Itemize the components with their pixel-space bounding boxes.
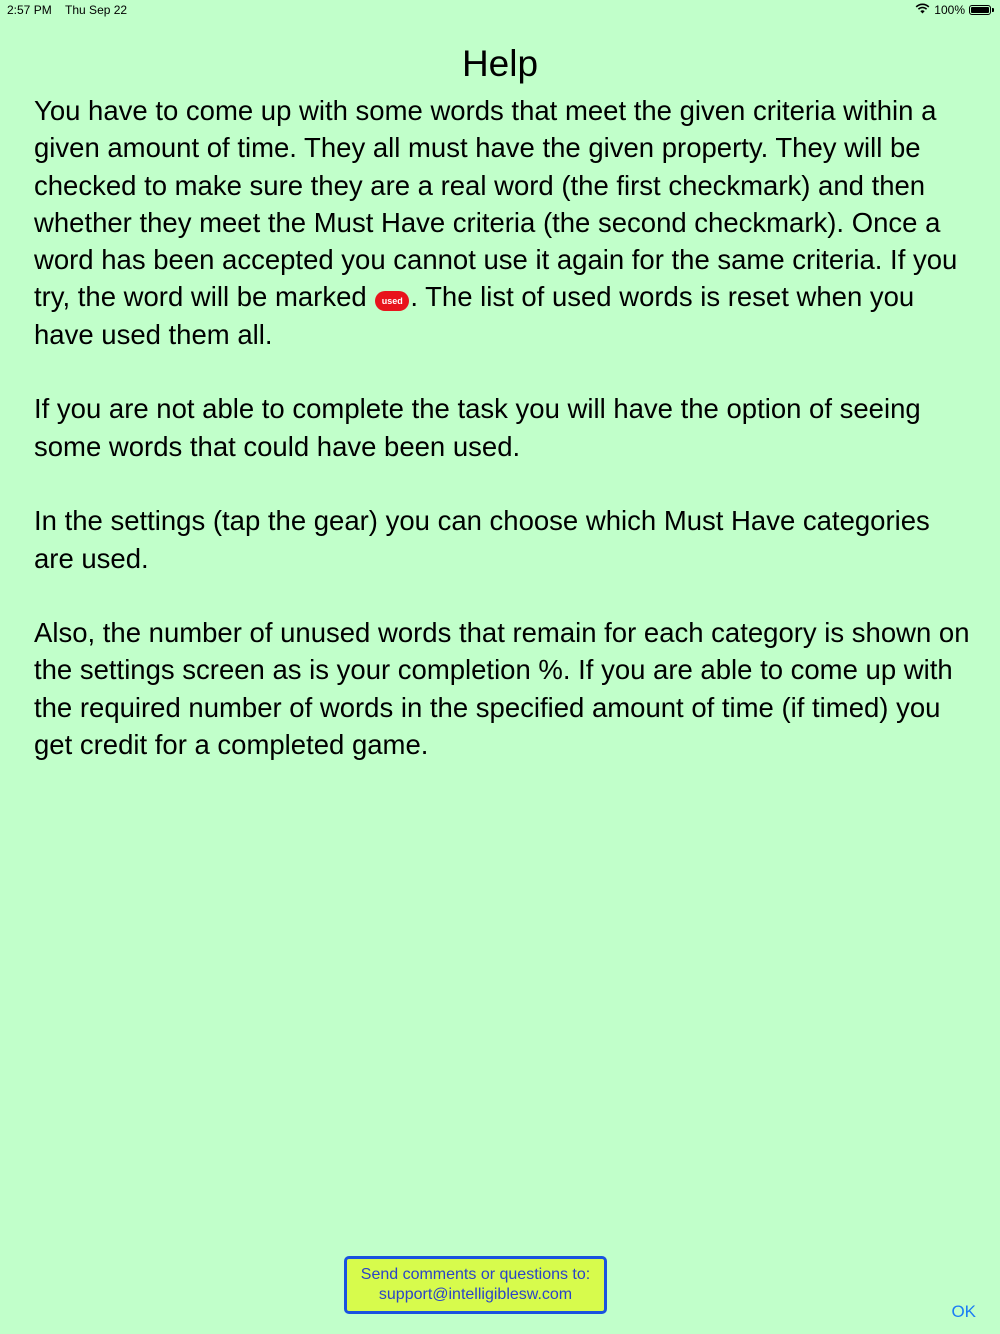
status-time: 2:57 PM — [7, 3, 52, 17]
help-text — [34, 92, 974, 801]
ok-button[interactable]: OK — [951, 1302, 976, 1321]
status-bar — [0, 0, 1000, 22]
help-paragraph-1 — [34, 92, 974, 353]
wifi-icon — [915, 0, 930, 20]
help-paragraph-3: In the settings (tap the gear) you can choose which Must Have categories are used. — [34, 505, 930, 574]
page-title: Help — [461, 43, 539, 84]
battery-fill — [971, 7, 989, 13]
contact-button[interactable] — [344, 1256, 607, 1314]
help-paragraph-4: Also, the number of unused words that remain for each category is shown on the settings screen as is your completion %. If you are able to come up with the required number of words in the specified amount of time (if timed) you get credit for a completed game. — [34, 617, 970, 761]
status-left — [7, 0, 127, 20]
help-paragraph-1-text: You have to come up with some words that meet the given criteria within a given amount of time. They all must have the given property. They will be checked to make sure they are a real word (the first checkmark) and then whether they meet the Must Have criteria (the second checkmark). Once a word has been accepted you cannot use it again for the same criteria. If you try, the word will be marked — [34, 95, 958, 313]
battery-body — [969, 5, 991, 15]
used-badge: used — [375, 291, 409, 311]
contact-email: support@intelligiblesw.com — [378, 1286, 573, 1303]
contact-label: Send comments or questions to: — [360, 1266, 591, 1283]
battery-icon — [969, 5, 994, 15]
battery-cap — [992, 8, 994, 12]
help-paragraph-1-end: . The list of used words is reset when you have used them all. — [34, 281, 915, 350]
help-paragraph-2: If you are not able to complete the task you will have the option of seeing some words that could have been used. — [34, 393, 921, 462]
battery-percent: 100% — [934, 3, 965, 17]
status-date: Thu Sep 22 — [65, 3, 128, 17]
status-right — [915, 0, 994, 20]
